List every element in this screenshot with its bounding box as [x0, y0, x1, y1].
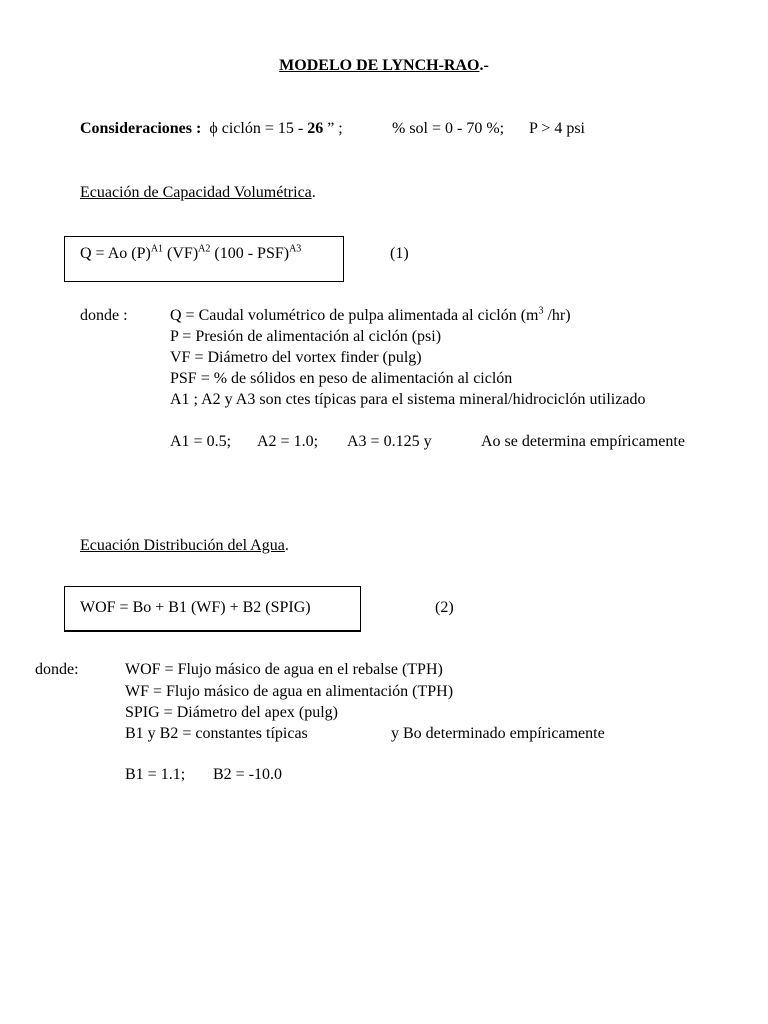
def-q-unit: /hr) — [543, 307, 571, 324]
considerations-label: Consideraciones : — [80, 120, 202, 137]
pressure-condition: P > 4 psi — [529, 120, 585, 137]
value-b2: B2 = -10.0 — [213, 766, 283, 783]
eq1-exp-a3: A3 — [289, 243, 302, 255]
heading-water-dot: . — [284, 537, 289, 554]
title-main: MODELO DE LYNCH-RAO — [279, 57, 480, 74]
phi-symbol: ϕ — [209, 120, 218, 137]
def-spig: SPIG = Diámetro del apex (pulg) — [125, 704, 338, 721]
donde-label-2: donde: — [35, 661, 79, 678]
def-q-text: Q = Caudal volumétrico de pulpa alimentada al ciclón (m — [170, 307, 539, 324]
def-bo: y Bo determinado empíricamente — [391, 725, 605, 742]
def-q-exp: 3 — [538, 305, 544, 317]
cyclone-range: ciclón = 15 - — [217, 120, 308, 137]
def-q — [170, 305, 571, 324]
page-title — [0, 58, 768, 74]
eq1-exp-a1: A1 — [150, 243, 164, 255]
donde-label-1: donde : — [80, 307, 128, 324]
eq1-part1: Q = Ao (P) — [80, 245, 151, 262]
equation-2: WOF = Bo + B1 (WF) + B2 (SPIG) — [80, 599, 311, 616]
def-psf: PSF = % de sólidos en peso de alimentación al ciclón — [170, 370, 513, 387]
section-heading-capacity — [80, 185, 316, 201]
def-vf: VF = Diámetro del vortex finder (pulg) — [170, 349, 422, 366]
def-b-constants: B1 y B2 = constantes típicas — [125, 725, 308, 742]
eq1-exp-a2: A2 — [198, 243, 211, 255]
section-heading-water — [80, 538, 289, 554]
def-p: P = Presión de alimentación al ciclón (psi) — [170, 328, 442, 345]
solids-range: % sol = 0 - 70 %; — [392, 120, 505, 137]
title-suffix: .- — [479, 57, 489, 74]
value-a2: A2 = 1.0; — [257, 433, 319, 450]
value-b1: B1 = 1.1; — [125, 766, 186, 783]
heading-water-text: Ecuación Distribución del Agua — [80, 537, 285, 554]
eq1-part2: (VF) — [163, 245, 199, 262]
eq1-part3: (100 - PSF) — [210, 245, 290, 262]
value-a3: A3 = 0.125 y — [347, 433, 432, 450]
value-ao: Ao se determina empíricamente — [481, 433, 685, 450]
cyclone-max: 26 — [307, 120, 324, 137]
heading-capacity-dot: . — [311, 184, 316, 201]
equation-2-number: (2) — [435, 599, 454, 616]
def-wof: WOF = Flujo másico de agua en el rebalse (TPH) — [125, 661, 443, 678]
cyclone-tail: ” ; — [323, 120, 343, 137]
equation-1-number: (1) — [390, 245, 409, 262]
heading-capacity-text: Ecuación de Capacidad Volumétrica — [80, 184, 312, 201]
value-a1: A1 = 0.5; — [170, 433, 232, 450]
equation-1 — [80, 243, 302, 262]
considerations-line — [80, 121, 343, 137]
def-wf: WF = Flujo másico de agua en alimentación (TPH) — [125, 683, 454, 700]
def-a-constants: A1 ; A2 y A3 son ctes típicas para el sistema mineral/hidrociclón utilizado — [170, 391, 646, 408]
